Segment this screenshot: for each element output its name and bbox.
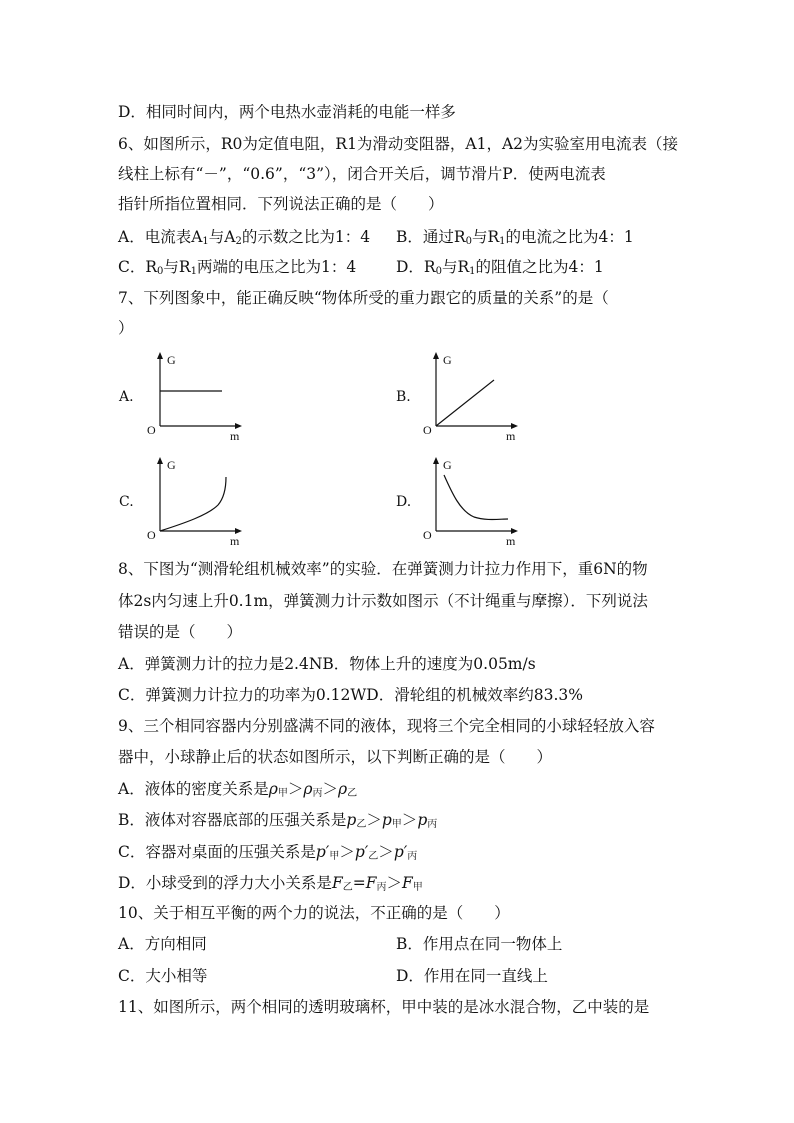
q8-stem-line-1: 8、下图为“测滑轮组机械效率”的实验．在弹簧测力计拉力作用下，重6N的物 xyxy=(118,560,648,578)
subscript: 乙 xyxy=(368,851,379,862)
subscript: 乙 xyxy=(356,819,367,830)
text: D．小球受到的浮力大小关系是 xyxy=(118,874,332,892)
var: p xyxy=(346,811,357,829)
y-axis-arrow xyxy=(433,457,439,464)
q9-option-d xyxy=(118,871,423,900)
relation: ＞ xyxy=(322,780,338,798)
subscript: 乙 xyxy=(347,788,358,799)
text: 与R xyxy=(441,258,470,276)
var: p′ xyxy=(315,843,330,861)
subscript: 0 xyxy=(157,266,164,277)
var: ρ xyxy=(303,780,313,798)
graph-c-x-label: m xyxy=(230,534,240,548)
var: ρ xyxy=(268,780,278,798)
q6-stem-line-2: 线柱上标有“－”，“0.6”，“3”），闭合开关后，调节滑片P．使两电流表 xyxy=(118,165,606,183)
graph-d-origin: O xyxy=(423,528,432,542)
q7-graph-b xyxy=(416,348,526,443)
q8-options-ab: A．弹簧测力计的拉力是2.4NB．物体上升的速度为0.05m/s xyxy=(118,655,536,673)
q7-graph-b-option: B. xyxy=(396,389,411,405)
q6-option-c xyxy=(118,255,356,284)
graph-a-x-label: m xyxy=(230,429,240,443)
subscript: 丙 xyxy=(376,882,387,893)
subscript: 甲 xyxy=(391,819,402,830)
var: F xyxy=(365,874,377,892)
subscript: 丙 xyxy=(312,788,323,799)
q8-options-cd: C．弹簧测力计拉力的功率为0.12WD．滑轮组的机械效率约83.3% xyxy=(118,686,583,704)
relation: ＞ xyxy=(378,843,394,861)
q7-stem-line-2: ） xyxy=(118,319,134,337)
q9-stem-line-1: 9、三个相同容器内分别盛满不同的液体，现将三个完全相同的小球轻轻放入容 xyxy=(118,717,655,735)
graph-d-y-label: G xyxy=(443,458,452,472)
q7-stem-line-1: 7、下列图象中，能正确反映“物体所受的重力跟它的质量的关系”的是（ xyxy=(118,289,609,307)
relation: ＞ xyxy=(386,874,402,892)
subscript: 乙 xyxy=(342,882,353,893)
var: F xyxy=(401,874,413,892)
y-axis-arrow xyxy=(433,352,439,359)
text: C．R xyxy=(118,258,158,276)
subscript: 1 xyxy=(499,236,506,247)
subscript: 1 xyxy=(469,266,476,277)
text: 的示数之比为1：4 xyxy=(241,228,371,246)
subscript: 2 xyxy=(235,236,242,247)
subscript: 0 xyxy=(465,236,472,247)
relation: ＞ xyxy=(366,811,382,829)
q8-stem-line-3: 错误的是（ ） xyxy=(118,623,243,641)
q7-graph-d-option: D. xyxy=(396,494,412,510)
var: F xyxy=(331,874,343,892)
q10-option-c: C．大小相等 xyxy=(118,967,208,985)
graph-b-y-label: G xyxy=(443,353,452,367)
relation: ＞ xyxy=(339,843,355,861)
text: 与R xyxy=(471,228,500,246)
q6-option-b xyxy=(396,225,634,254)
subscript: 甲 xyxy=(412,882,423,893)
var: ρ xyxy=(337,780,348,798)
subscript: 1 xyxy=(190,266,197,277)
graph-b-origin: O xyxy=(423,423,432,437)
text: D．R xyxy=(396,258,436,276)
text: 与R xyxy=(163,258,191,276)
text: B．通过R xyxy=(396,228,466,246)
q10-option-b: B．作用点在同一物体上 xyxy=(396,935,563,953)
graph-d-curve xyxy=(444,475,508,520)
q6-option-d xyxy=(396,255,604,284)
graph-c-y-label: G xyxy=(167,458,176,472)
q9-option-c xyxy=(118,840,417,869)
subscript: 丙 xyxy=(407,851,418,862)
relation: ＞ xyxy=(401,811,418,829)
q7-graph-d xyxy=(416,453,526,548)
q9-stem-line-2: 器中，小球静止后的状态如图所示，以下判断正确的是（ ） xyxy=(118,748,553,766)
q9-option-a xyxy=(118,777,357,806)
text: 与A xyxy=(208,228,236,246)
text: B．液体对容器底部的压强关系是 xyxy=(118,811,347,829)
var: p′ xyxy=(354,843,369,861)
q6-stem-line-3: 指针所指位置相同．下列说法正确的是（ ） xyxy=(118,195,444,213)
q9-option-b xyxy=(118,808,437,837)
q7-graph-c xyxy=(140,453,250,548)
text: 的电流之比为4：1 xyxy=(505,228,634,246)
text: 的阻值之比为4：1 xyxy=(475,258,604,276)
q6-stem-line-1: 6、如图所示，R0为定值电阻，R1为滑动变阻器，A1，A2为实验室用电流表（接 xyxy=(118,135,679,153)
graph-d-x-label: m xyxy=(506,534,516,548)
q7-graph-a xyxy=(140,348,250,443)
q10-stem: 10、关于相互平衡的两个力的说法，不正确的是（ ） xyxy=(118,904,510,922)
subscript: 1 xyxy=(202,236,209,247)
q8-stem-line-2: 体2s内匀速上升0.1m，弹簧测力计示数如图示（不计绳重与摩擦）．下列说法 xyxy=(118,592,648,610)
text: 两端的电压之比为1：4 xyxy=(196,258,357,276)
graph-a-origin: O xyxy=(147,423,156,437)
q7-graph-c-option: C. xyxy=(119,494,134,510)
subscript: 0 xyxy=(435,266,442,277)
text: A．液体的密度关系是 xyxy=(118,780,269,798)
relation: = xyxy=(352,874,366,892)
text: A．电流表A xyxy=(118,228,203,246)
graph-b-x-label: m xyxy=(506,429,516,443)
y-axis-arrow xyxy=(157,457,163,464)
text: C．容器对桌面的压强关系是 xyxy=(118,843,316,861)
subscript: 丙 xyxy=(427,819,438,830)
var: p xyxy=(381,811,392,829)
subscript: 甲 xyxy=(277,788,288,799)
subscript: 甲 xyxy=(329,851,340,862)
q10-option-d: D．作用在同一直线上 xyxy=(396,967,548,985)
graph-b-curve xyxy=(436,380,494,426)
q10-option-a: A．方向相同 xyxy=(118,935,207,953)
q5-option-d: D．相同时间内，两个电热水壶消耗的电能一样多 xyxy=(118,103,456,121)
relation: ＞ xyxy=(287,780,304,798)
y-axis-arrow xyxy=(157,352,163,359)
graph-c-curve xyxy=(160,477,226,531)
var: p′ xyxy=(393,843,408,861)
graph-c-origin: O xyxy=(147,528,156,542)
graph-a-y-label: G xyxy=(167,353,176,367)
q6-option-a xyxy=(118,225,370,254)
var: p xyxy=(417,811,428,829)
q7-graph-a-option: A. xyxy=(119,389,134,405)
q11-stem-line-1: 11、如图所示，两个相同的透明玻璃杯，甲中装的是冰水混合物，乙中装的是 xyxy=(118,998,650,1016)
